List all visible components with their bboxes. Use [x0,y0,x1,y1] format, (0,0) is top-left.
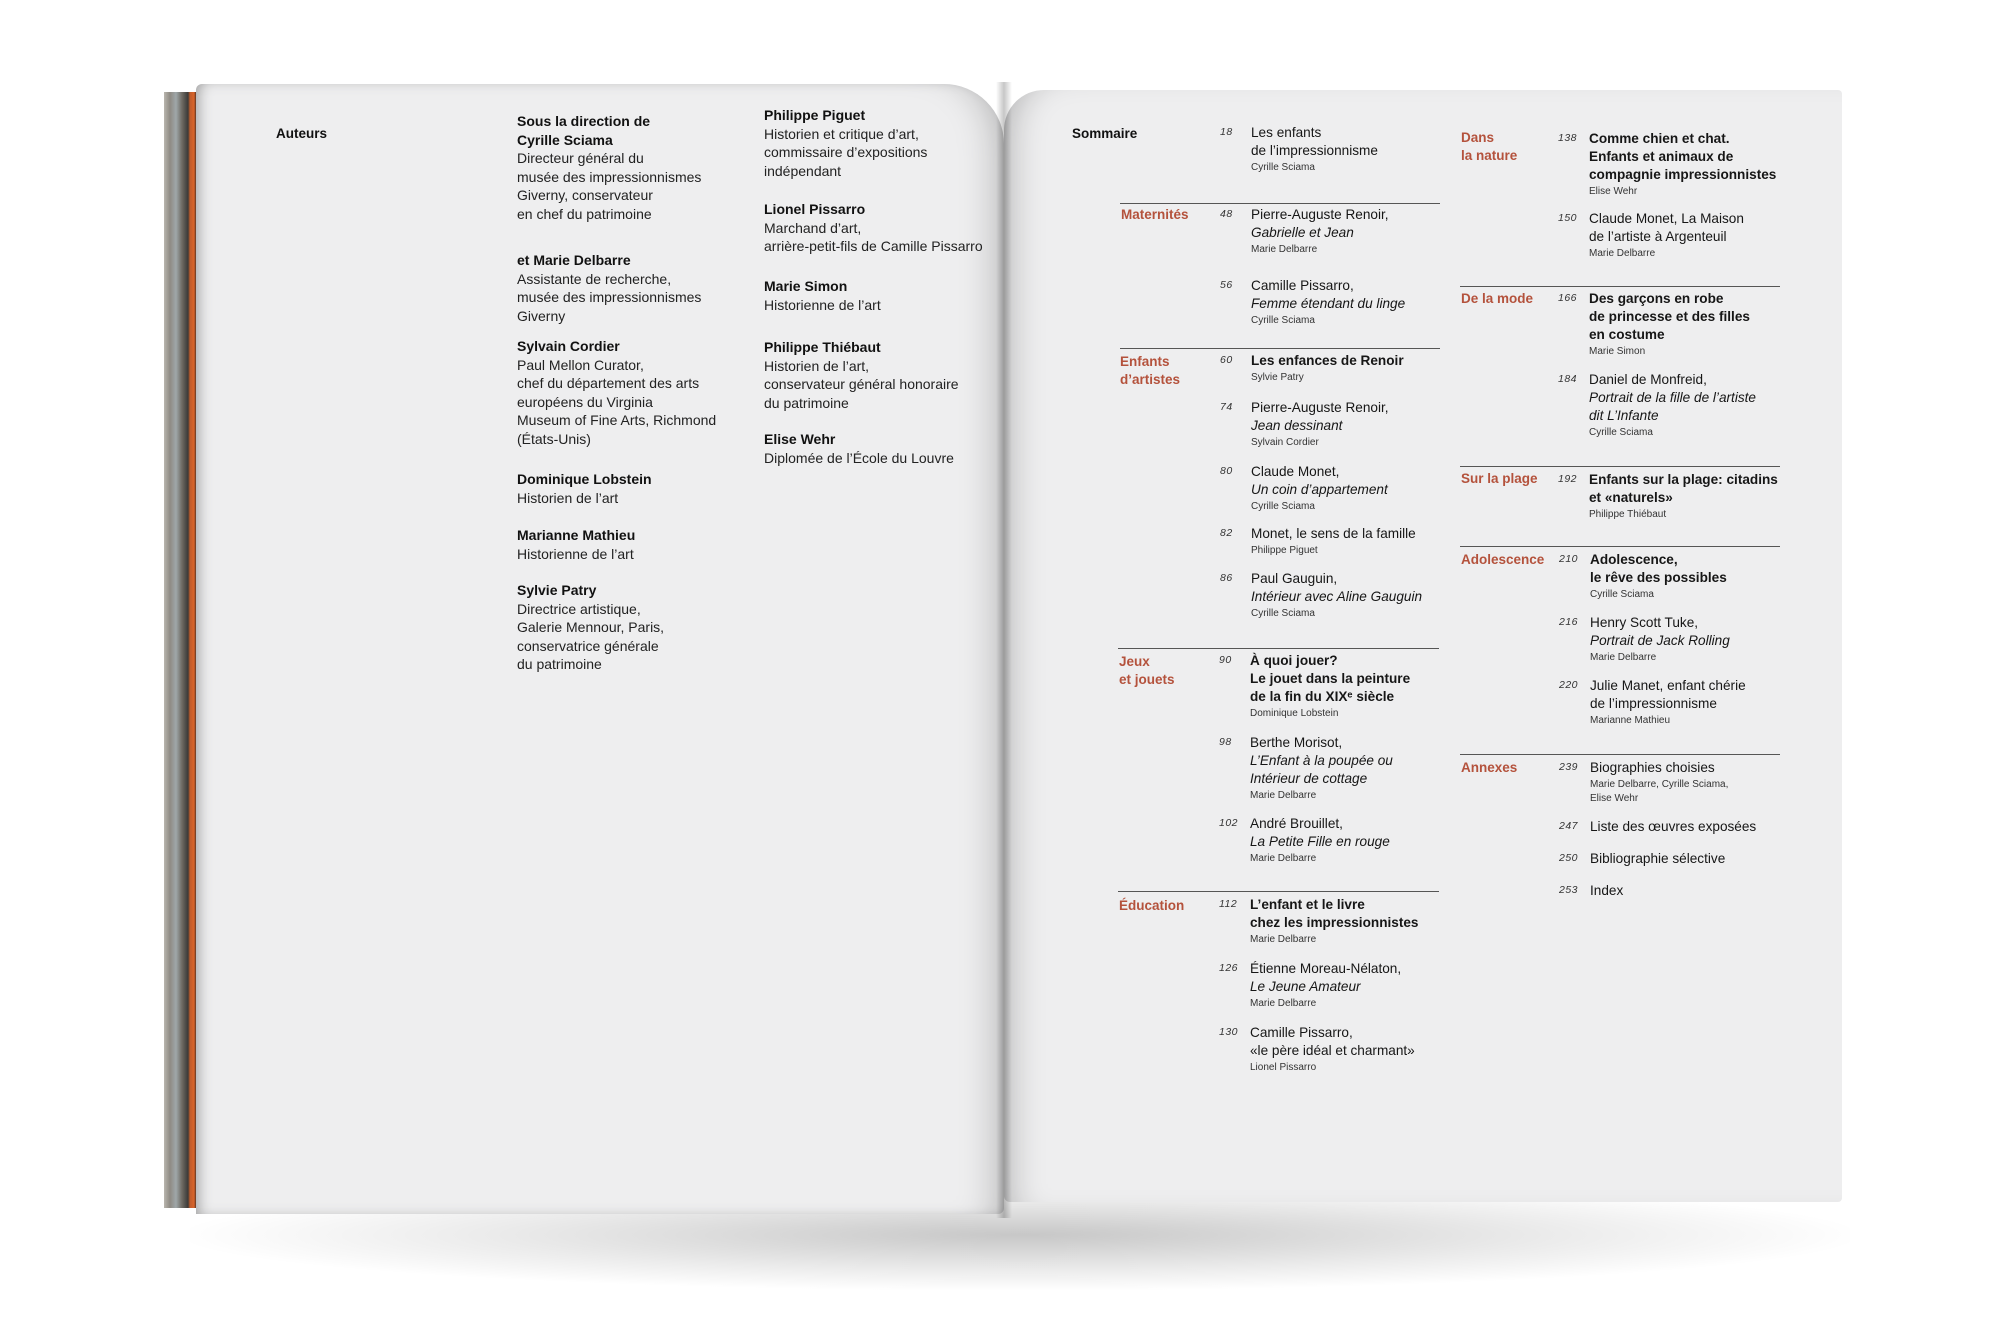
author-name: et Marie Delbarre [517,252,631,268]
toc-entry[interactable] [1250,960,1450,1011]
toc-entry[interactable] [1251,399,1451,450]
toc-entry-author: Elise Wehr [1589,186,1638,197]
section-divider [1120,348,1440,349]
author-description: Marchand d’art, arrière-petit-fils de Camille Pissarro [764,219,983,255]
author-entry [517,112,747,224]
author-description: Historien de l’art, conservateur général honoraire du patrimoine [764,357,959,411]
toc-entry[interactable] [1590,551,1790,602]
toc-entry-title: Camille Pissarro, [1251,278,1354,293]
toc-entry-author: Marie Delbarre [1250,934,1317,945]
toc-page-number: 112 [1219,898,1238,910]
toc-section-label[interactable]: De la mode [1461,291,1534,306]
author-description: Historienne de l’art [764,296,881,313]
author-name: Sylvain Cordier [517,338,620,354]
toc-entry[interactable] [1250,734,1450,803]
toc-entry-title: Les enfants de l’impressionnisme [1251,125,1378,158]
toc-entry-author: Marie Delbarre [1250,998,1317,1009]
toc-entry-work-title: Un coin d’appartement [1251,482,1388,497]
toc-entry[interactable] [1251,525,1451,558]
toc-entry-author: Lionel Pissarro [1250,1062,1317,1073]
toc-entry[interactable] [1589,130,1789,199]
toc-page-number: 138 [1558,132,1578,144]
toc-entry[interactable] [1251,352,1451,385]
toc-entry-author: Cyrille Sciama [1251,608,1315,619]
toc-entry-author: Cyrille Sciama [1590,589,1654,600]
toc-entry-title: Claude Monet, [1251,464,1340,479]
author-description: Historien de l’art [517,489,619,506]
author-name: Sous la direction de Cyrille Sciama [517,113,651,148]
toc-entry-author: Cyrille Sciama [1251,162,1315,173]
toc-page-number: 74 [1220,401,1233,413]
toc-entry[interactable] [1251,124,1451,175]
toc-section-label[interactable]: Maternités [1121,207,1189,222]
toc-entry[interactable] [1251,463,1451,514]
author-entry [517,337,747,449]
toc-entry-author: Marie Delbarre [1251,244,1318,255]
author-name: Philippe Piguet [764,107,866,123]
toc-entry[interactable] [1589,371,1789,440]
author-description: Diplomée de l’École du Louvre [764,449,954,466]
toc-entry[interactable] [1589,471,1789,522]
toc-entry-author: Cyrille Sciama [1251,501,1315,512]
section-divider [1460,286,1780,287]
toc-page-number: 210 [1559,553,1579,565]
author-description: Directrice artistique, Galerie Mennour, Paris, conservatrice générale du patrimoine [517,600,665,673]
toc-page-number: 239 [1559,761,1579,773]
toc-entry-author: Marie Delbarre [1250,790,1317,801]
toc-page-number: 98 [1219,736,1232,748]
toc-section-label[interactable]: Annexes [1461,760,1518,775]
toc-section-label[interactable]: Éducation [1119,898,1185,913]
toc-entry-title: Bibliographie sélective [1590,851,1726,866]
toc-entry-work-title: Le Jeune Amateur [1250,979,1361,994]
author-name: Lionel Pissarro [764,201,866,217]
toc-entry-title: Claude Monet, La Maison de l’artiste à Argenteuil [1589,211,1744,244]
toc-entry[interactable] [1590,614,1790,665]
toc-entry[interactable] [1590,850,1790,868]
author-description: Directeur général du musée des impressionnismes Giverny, conservateur en chef du patrimoine [517,150,702,222]
toc-entry-title: Les enfances de Renoir [1251,353,1404,368]
toc-entry-author: Marie Simon [1589,346,1646,357]
section-divider [1460,754,1780,755]
toc-entry[interactable] [1589,290,1789,359]
toc-entry-title: Pierre-Auguste Renoir, [1251,400,1389,415]
author-entry [517,470,747,507]
author-description: Historienne de l’art [517,545,634,562]
toc-entry-title: Comme chien et chat. Enfants et animaux de compagnie impressionnistes [1589,131,1777,182]
author-description: Assistante de recherche, musée des impressionnismes Giverny [517,270,702,324]
toc-section-label[interactable]: Dans la nature [1461,130,1518,163]
toc-entry-title: L’enfant et le livre chez les impressionnistes [1250,897,1419,930]
toc-section-label[interactable]: Sur la plage [1461,471,1538,486]
toc-entry-title: Index [1590,883,1624,898]
toc-entry[interactable] [1590,882,1790,900]
toc-entry-title: Monet, le sens de la famille [1251,526,1416,541]
toc-entry-title: Enfants sur la plage: citadins et «naturels» [1589,472,1778,505]
author-description: Paul Mellon Curator, chef du département des arts européens du Virginia Museum of Fine Arts, Richmond (États-Unis) [517,356,717,447]
toc-entry-author: Marie Delbarre [1590,652,1657,663]
toc-entry-work-title: La Petite Fille en rouge [1250,834,1390,849]
section-divider [1118,891,1439,892]
toc-entry-title: Paul Gauguin, [1251,571,1338,586]
toc-entry-work-title: L’Enfant à la poupée ou Intérieur de cottage [1250,753,1393,786]
section-divider [1460,466,1780,467]
toc-page-number: 82 [1220,527,1233,539]
toc-section-label[interactable]: Adolescence [1461,552,1545,567]
toc-section-label[interactable]: Enfants d’artistes [1120,354,1181,387]
authors-heading: Auteurs [276,126,328,141]
toc-page-number: 86 [1220,572,1233,584]
toc-page-number: 184 [1558,373,1578,385]
section-divider [1120,203,1440,204]
toc-page-number: 18 [1220,126,1233,138]
toc-page-number: 220 [1559,679,1579,691]
toc-entry-author: Marie Delbarre [1250,853,1317,864]
toc-entry-title: Étienne Moreau-Nélaton, [1250,961,1402,976]
toc-section-label[interactable]: Jeux et jouets [1119,654,1175,687]
toc-entry[interactable] [1251,277,1451,328]
author-name: Philippe Thiébaut [764,339,881,355]
toc-entry[interactable] [1589,210,1789,261]
section-divider [1460,546,1780,547]
book-cover-edge [164,92,198,1208]
author-entry [764,338,1004,412]
toc-entry-author: Cyrille Sciama [1251,315,1315,326]
toc-entry[interactable] [1590,759,1790,806]
author-entry [764,200,1004,256]
toc-entry-work-title: Gabrielle et Jean [1251,225,1354,240]
toc-entry[interactable] [1250,815,1450,866]
author-name: Elise Wehr [764,431,836,447]
toc-entry-work-title: Intérieur avec Aline Gauguin [1251,589,1423,604]
author-name: Dominique Lobstein [517,471,652,487]
toc-entry-title: Julie Manet, enfant chérie de l’impressionnisme [1590,678,1746,711]
author-entry [764,277,1004,314]
toc-entry-title: Liste des œuvres exposées [1590,819,1757,834]
author-entry [764,106,1004,180]
toc-entry[interactable] [1250,896,1450,947]
toc-page-number: 250 [1559,852,1579,864]
author-entry [764,430,1004,467]
toc-entry-title: Adolescence, le rêve des possibles [1590,552,1727,585]
toc-page-number: 126 [1219,962,1239,974]
toc-entry-author: Sylvie Patry [1251,372,1304,383]
toc-entry[interactable] [1250,1024,1450,1075]
author-description: Historien et critique d’art, commissaire d’expositions indépendant [764,125,928,179]
toc-entry[interactable] [1590,677,1790,728]
author-entry [517,581,747,674]
toc-entry[interactable] [1590,818,1790,836]
toc-entry-title: Biographies choisies [1590,760,1715,775]
toc-page-number: 247 [1559,820,1579,832]
toc-entry[interactable] [1251,570,1451,621]
toc-entry-title: À quoi jouer? Le jouet dans la peinture de la fin du XIXᵉ siècle [1250,653,1411,704]
toc-entry-work-title: Jean dessinant [1251,418,1343,433]
section-divider [1118,648,1439,649]
toc-page-number: 192 [1558,473,1578,485]
toc-entry-author: Cyrille Sciama [1589,427,1653,438]
toc-entry-title: Des garçons en robe de princesse et des filles en costume [1589,291,1750,342]
toc-page-number: 60 [1220,354,1233,366]
toc-page-number: 253 [1559,884,1579,896]
toc-entry[interactable] [1250,652,1450,721]
author-entry [517,526,747,563]
toc-entry-title: Henry Scott Tuke, [1590,615,1699,630]
toc-page-number: 216 [1559,616,1579,628]
author-name: Sylvie Patry [517,582,597,598]
author-name: Marianne Mathieu [517,527,636,543]
toc-entry-author: Sylvain Cordier [1251,437,1319,448]
toc-page-number: 102 [1219,817,1239,829]
toc-entry-author: Dominique Lobstein [1250,708,1339,719]
toc-entry-author: Marie Delbarre [1589,248,1656,259]
toc-entry-title: Daniel de Monfreid, [1589,372,1707,387]
toc-entry-title: Pierre-Auguste Renoir, [1251,207,1389,222]
toc-entry-author: Marianne Mathieu [1590,715,1671,726]
toc-page-number: 166 [1558,292,1578,304]
toc-page-number: 130 [1219,1026,1239,1038]
toc-entry-title: André Brouillet, [1250,816,1343,831]
toc-page-number: 150 [1558,212,1578,224]
toc-page-number: 56 [1220,279,1233,291]
toc-entry-work-title: Femme étendant du linge [1251,296,1406,311]
toc-page-number: 90 [1219,654,1232,666]
toc-entry-title: Camille Pissarro, «le père idéal et charmant» [1250,1025,1415,1058]
toc-entry-author: Philippe Thiébaut [1589,509,1667,520]
toc-entry-title: Berthe Morisot, [1250,735,1343,750]
contents-heading: Sommaire [1072,126,1138,141]
toc-entry-author: Marie Delbarre, Cyrille Sciama, Elise Wehr [1590,779,1729,804]
toc-entry-work-title: Portrait de Jack Rolling [1590,633,1730,648]
toc-entry-work-title: Portrait de la fille de l’artiste dit L’Infante [1589,390,1756,423]
toc-entry-author: Philippe Piguet [1251,545,1318,556]
author-entry [517,251,747,325]
toc-page-number: 48 [1220,208,1233,220]
toc-page-number: 80 [1220,465,1233,477]
author-name: Marie Simon [764,278,848,294]
toc-entry[interactable] [1251,206,1451,257]
